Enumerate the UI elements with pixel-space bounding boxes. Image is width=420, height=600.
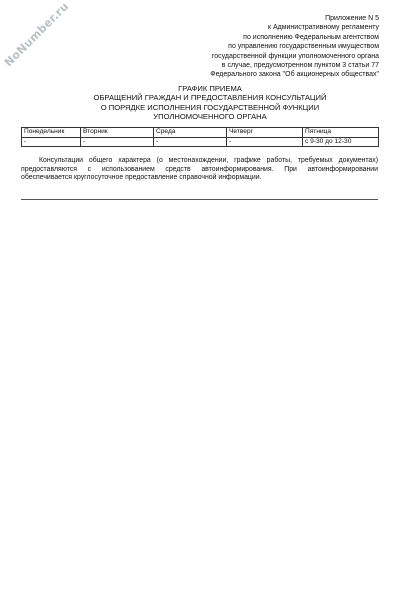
annex-line: по управлению государственным имуществом	[228, 43, 379, 51]
schedule-table	[21, 127, 379, 147]
schedule-header-cell: Вторник	[81, 128, 154, 138]
divider	[21, 199, 378, 200]
consultation-note	[21, 157, 378, 183]
schedule-header-cell: Среда	[154, 128, 227, 138]
schedule-header-row	[22, 128, 379, 138]
note-paragraph: Консультации общего характера (о местонахождении, графике работы, требуемых документах) предоставляются с использованием средств автоинформирования. При автоинформировании обеспечивается круглосуточное предоставление справочной информации.	[21, 157, 378, 182]
annex-header	[149, 14, 379, 80]
document-title	[20, 84, 400, 122]
annex-line: к Административному регламенту	[267, 24, 379, 32]
annex-line: Приложение N 5	[325, 15, 379, 22]
schedule-header-cell: Пятница	[303, 128, 379, 138]
annex-line: государственной функции уполномоченного органа	[211, 52, 379, 60]
schedule-header-cell: Четверг	[227, 128, 303, 138]
title-line: ОБРАЩЕНИЙ ГРАЖДАН И ПРЕДОСТАВЛЕНИЯ КОНСУЛЬТАЦИЙ	[93, 93, 327, 103]
title-line: О ПОРЯДКЕ ИСПОЛНЕНИЯ ГОСУДАРСТВЕННОЙ ФУНКЦИИ	[100, 102, 320, 112]
title-line: ГРАФИК ПРИЕМА	[178, 84, 242, 93]
annex-line: Федерального закона "Об акционерных обществах"	[210, 71, 379, 79]
schedule-cell: -	[81, 137, 154, 147]
schedule-cell: -	[154, 137, 227, 147]
annex-line: в случае, предусмотренном пунктом 3 статьи 77	[221, 62, 379, 70]
watermark: NoNumber.ru	[1, 0, 72, 70]
schedule-header-cell: Понедельник	[22, 128, 81, 138]
title-line: УПОЛНОМОЧЕННОГО ОРГАНА	[153, 112, 267, 122]
annex-line: по исполнению Федеральным агентством	[243, 33, 379, 41]
schedule-cell: -	[22, 137, 81, 147]
schedule-cell: -	[227, 137, 303, 147]
schedule-cell: с 9-30 до 12-30	[303, 137, 379, 147]
schedule-row	[22, 137, 379, 147]
